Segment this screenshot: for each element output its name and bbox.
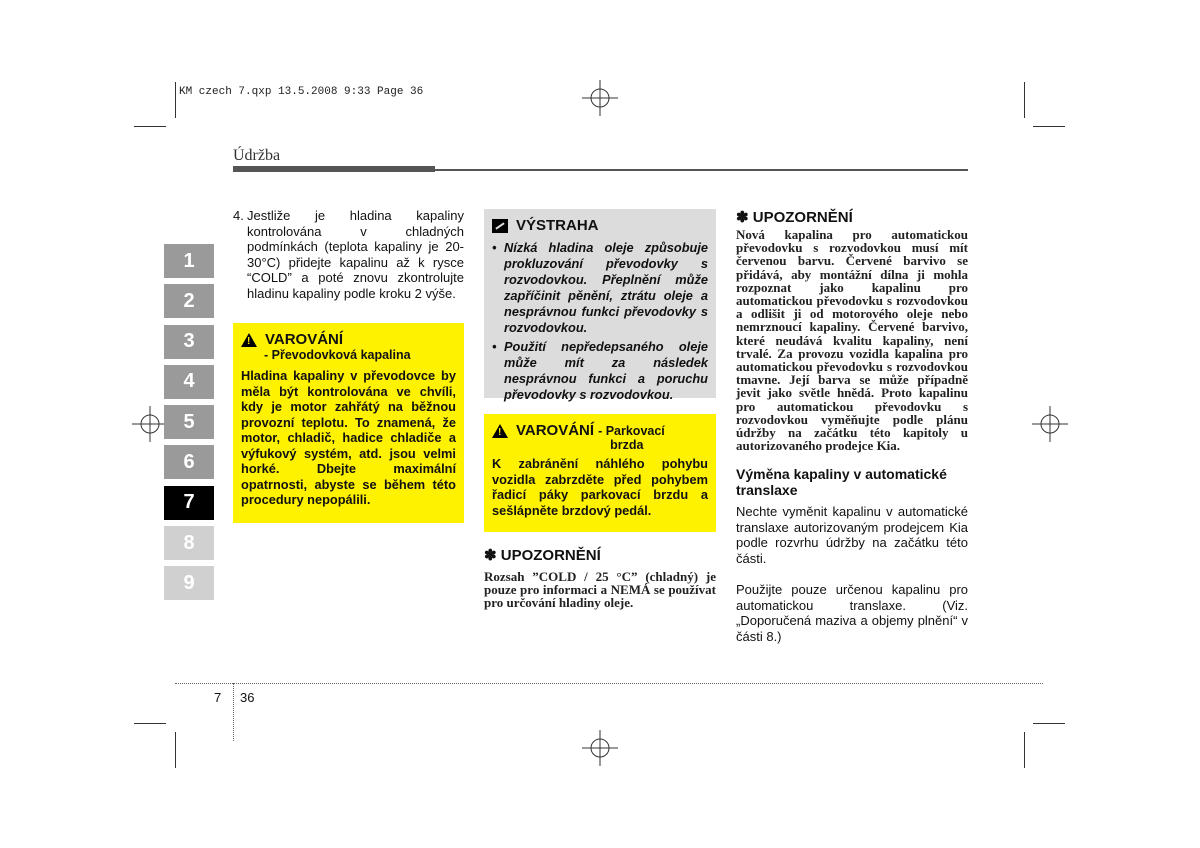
- notice-cold-range: [484, 546, 716, 610]
- registration-mark-icon: [1032, 406, 1068, 442]
- section-title: Údržba: [233, 147, 281, 164]
- notice-title: ✽ UPOZORNĚNÍ: [484, 547, 601, 564]
- warning-box-parking-brake: [484, 414, 716, 532]
- caution-header: [492, 217, 708, 234]
- print-slug: KM czech 7.qxp 13.5.2008 9:33 Page 36: [179, 86, 424, 98]
- chapter-tab-2[interactable]: 2: [164, 284, 214, 318]
- list-item: [492, 339, 708, 403]
- paragraph: Použijte pouze určenou kapalinu pro automatickou translaxe. (Viz. „Doporučená maziva a objemy plnění“ v části 8.): [736, 582, 968, 644]
- warning-subtitle-line-2: brzda: [610, 438, 644, 452]
- chapter-tab-7[interactable]: 7: [164, 486, 214, 520]
- chapter-tab-8[interactable]: 8: [164, 526, 214, 560]
- crop-mark: [1033, 723, 1065, 724]
- caution-title: VÝSTRAHA: [516, 217, 599, 234]
- caution-box: [484, 209, 716, 402]
- notice-title: ✽ UPOZORNĚNÍ: [736, 209, 853, 226]
- warning-triangle-icon: !: [241, 333, 257, 347]
- crop-mark: [1024, 82, 1025, 118]
- bullet-icon: •: [492, 240, 497, 255]
- page-number: 36: [240, 690, 255, 705]
- footer-divider: [233, 683, 235, 741]
- chapter-tab-3[interactable]: 3: [164, 325, 214, 359]
- warning-triangle-icon: !: [492, 424, 508, 438]
- crop-mark: [175, 82, 176, 118]
- warning-subtitle: - Převodovková kapalina: [264, 348, 411, 362]
- warning-title: VAROVÁNÍ: [516, 422, 595, 439]
- crop-mark: [1033, 126, 1065, 127]
- chapter-tabs: [164, 244, 214, 607]
- registration-mark-icon: [582, 80, 618, 116]
- crop-mark: [134, 126, 166, 127]
- notice-body: Nová kapalina pro automatickou převodovku s rozvodovkou musí mít červenou barvu. Červené barvivo se přidává, aby montážní dílna ji mohla rozpoznat jako kapalinu pro automatickou převodovku s rozvodovkou a odlišit ji od motorového oleje nebo nemrznoucí kapaliny. Červené barvivo, které neudává kvalitu kapaliny, není trvalé. Za provozu vozidla kapalina pro automatickou převodovku s rozvodovkou tmavne. Její barva se může případně jevit jako světle hnědá. Proto kapalinu pro automatickou převodovku s rozvodovkou vyměňujte podle plánu údržby na začátku této kapitoly u autorizovaného prodejce Kia.: [736, 227, 968, 454]
- chapter-tab-4[interactable]: 4: [164, 365, 214, 399]
- chapter-number: 7: [214, 690, 222, 705]
- header-rule-thick: [233, 166, 435, 172]
- section-heading: Výměna kapaliny v automatické translaxe: [736, 466, 947, 499]
- warning-box-transmission-fluid: [233, 323, 464, 523]
- step-number: 4.: [233, 208, 244, 223]
- column-1: [233, 208, 464, 301]
- crop-mark: [175, 732, 176, 768]
- step-item: [233, 208, 464, 301]
- warning-body: K zabránění náhlého pohybu vozidla zabrzděte před pohybem řadicí páky parkovací brzdu a sešlápněte brzdový pedál.: [492, 456, 708, 518]
- registration-mark-icon: [582, 730, 618, 766]
- bullet-text: Použití nepředepsaného oleje může mít za následek nesprávnou funkci a poruchu převodovky s rozvodovkou.: [504, 339, 708, 402]
- bullet-text: Nízká hladina oleje způsobuje prokluzování převodovky s rozvodovkou. Přeplnění může zapříčinit pěnění, ztrátu oleje a nesprávnou funkci převodovky s rozvodovkou.: [504, 240, 708, 335]
- crop-mark: [1024, 732, 1025, 768]
- chapter-tab-6[interactable]: 6: [164, 445, 214, 479]
- bullet-icon: •: [492, 339, 497, 354]
- warning-title: VAROVÁNÍ: [265, 331, 344, 348]
- column-3: [736, 208, 968, 644]
- footer-rule: [175, 683, 1043, 684]
- warning-subtitle: [598, 424, 665, 452]
- list-item: [492, 240, 708, 336]
- warning-body: Hladina kapaliny v převodovce by měla být kontrolována ve chvíli, kdy je motor zahřátý na běžnou provozní teplotu. To znamená, že motor, chladič, hadice chladiče a výfukový systém, atd. jsou velmi horké. Dbejte maximální opatrnosti, abyste se během této procedury nepopálili.: [241, 368, 456, 507]
- warning-header: [241, 331, 456, 348]
- caution-icon: [492, 219, 508, 233]
- header-rule-thin: [435, 169, 968, 171]
- crop-mark: [134, 723, 166, 724]
- warning-subtitle-line-1: - Parkovací: [598, 424, 665, 438]
- notice-body: Rozsah ”COLD / 25 °C” (chladný) je pouze pro informaci a NEMÁ se používat pro určování hladiny oleje.: [484, 569, 716, 611]
- chapter-tab-1[interactable]: 1: [164, 244, 214, 278]
- paragraph: Nechte vyměnit kapalinu v automatické translaxe autorizovaným prodejcem Kia podle rozvrhu údržby na začátku této části.: [736, 504, 968, 566]
- step-text: Jestliže je hladina kapaliny kontrolována v chladných podmínkách (teplota kapaliny je 20-30°C) přidejte kapalinu až k rysce “COLD” a poté znovu zkontrolujte hladinu kapaliny podle kroku 2 výše.: [247, 208, 464, 301]
- chapter-tab-9[interactable]: 9: [164, 566, 214, 600]
- chapter-tab-5[interactable]: 5: [164, 405, 214, 439]
- caution-bullets: [492, 240, 708, 403]
- registration-mark-icon: [132, 406, 168, 442]
- warning-header: [492, 422, 708, 452]
